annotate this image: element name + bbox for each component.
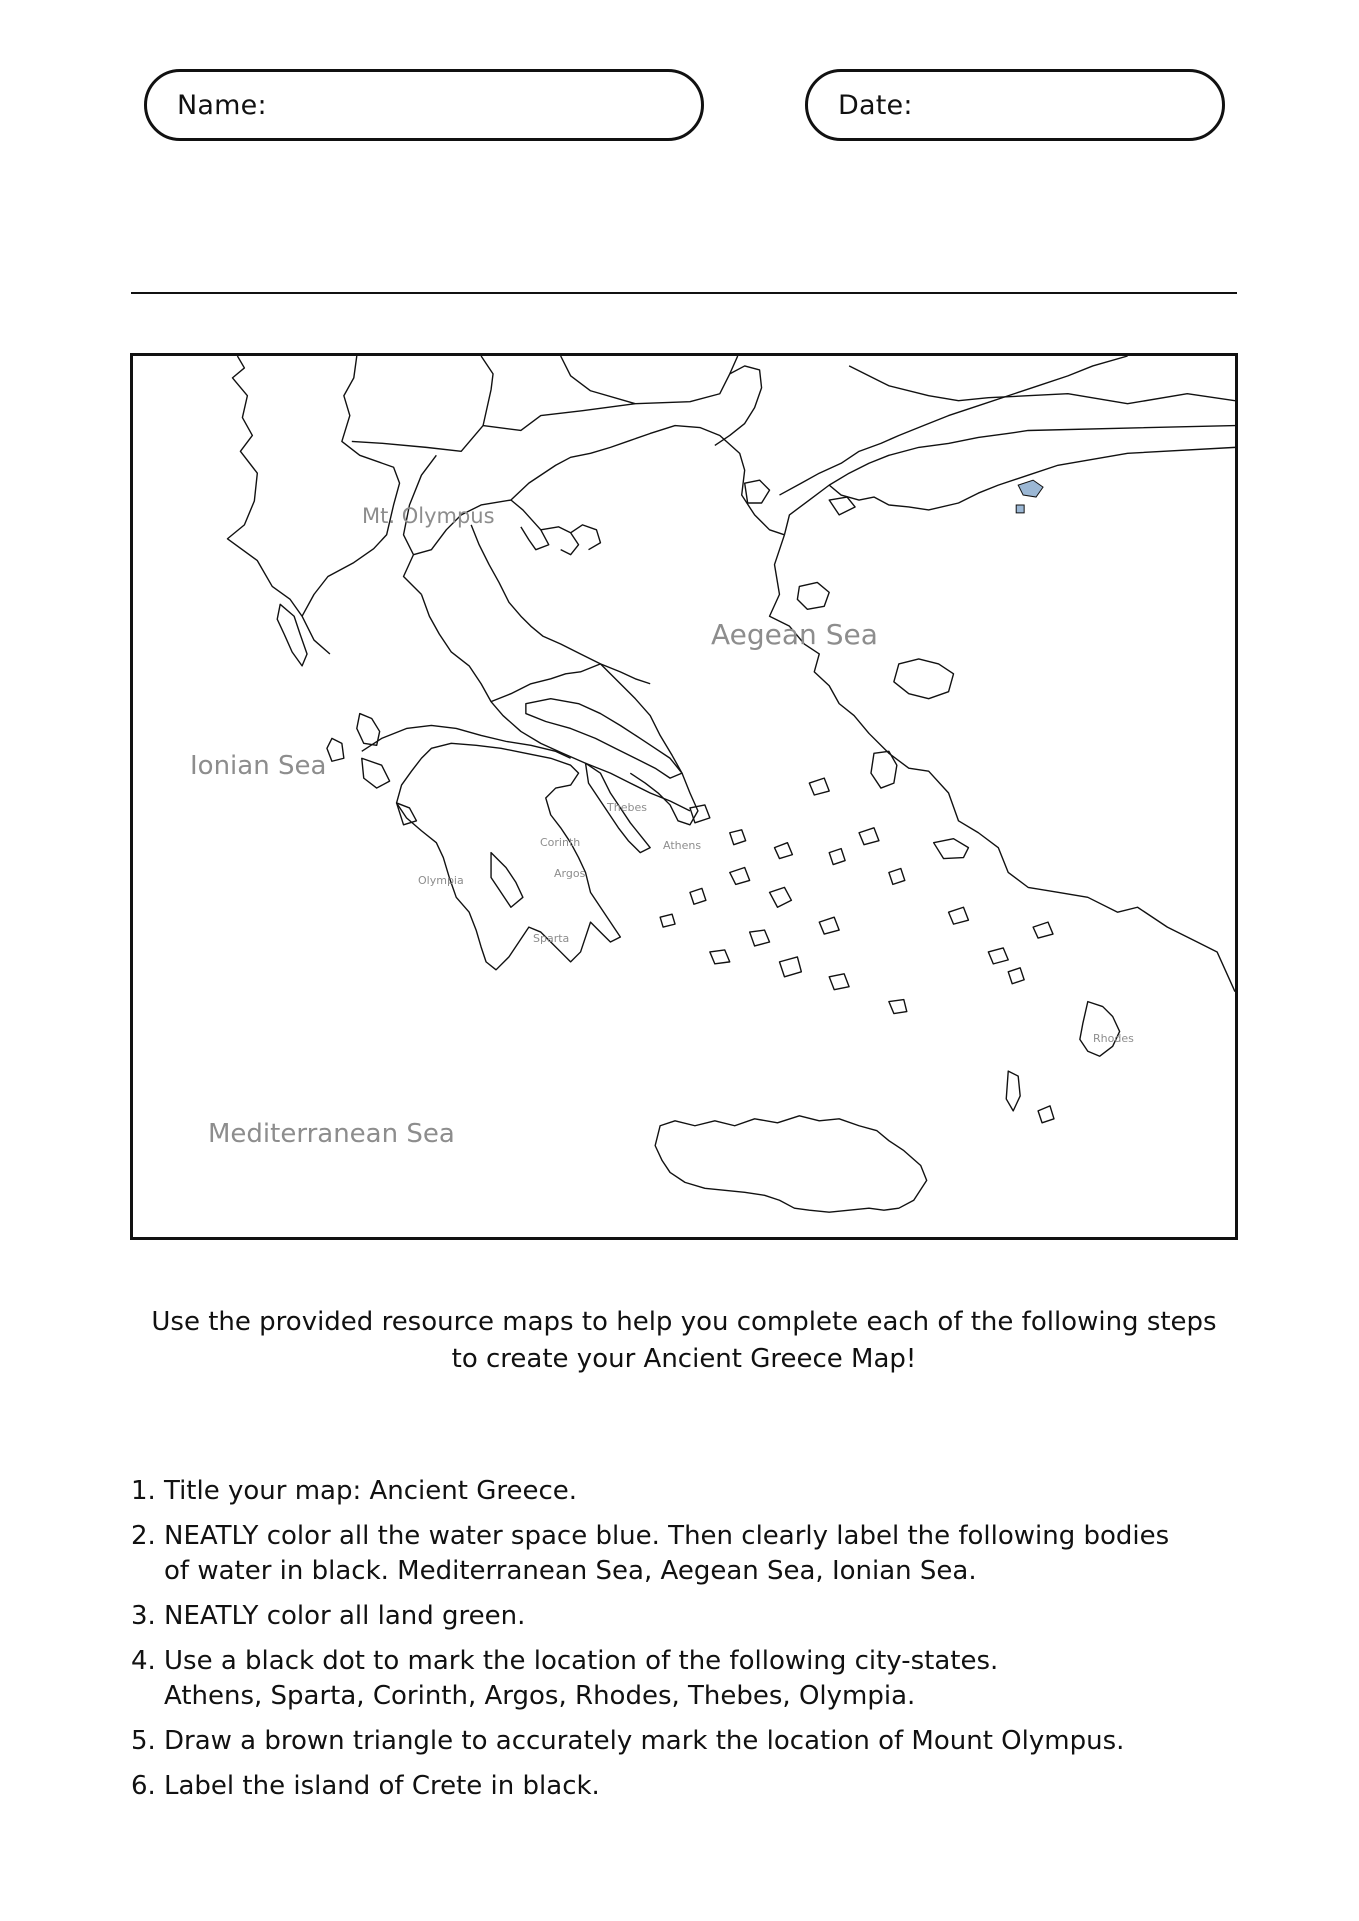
step-number: 1. <box>131 1476 156 1506</box>
label-athens: Athens <box>663 839 702 852</box>
step-text: Draw a brown triangle to accurately mark the location of Mount Olympus. <box>164 1726 1125 1756</box>
step-text-continued: Athens, Sparta, Corinth, Argos, Rhodes, Thebes, Olympia. <box>164 1681 916 1711</box>
intro-line-1: Use the provided resource maps to help you complete each of the following steps <box>151 1307 1217 1337</box>
step-text: Label the island of Crete in black. <box>164 1771 600 1801</box>
instructions-intro <box>120 1304 1248 1378</box>
steps-list <box>131 1474 1241 1814</box>
label-olympia: Olympia <box>418 874 464 887</box>
step-number: 4. <box>131 1646 156 1676</box>
step-item <box>131 1724 1241 1759</box>
label-rhodes: Rhodes <box>1093 1032 1134 1045</box>
step-item <box>131 1769 1241 1804</box>
step-item <box>131 1599 1241 1634</box>
step-number: 3. <box>131 1601 156 1631</box>
label-aegean-sea: Aegean Sea <box>711 618 878 651</box>
name-label: Name: <box>177 89 267 121</box>
date-field[interactable] <box>805 69 1225 141</box>
label-mt-olympus: Mt. Olympus <box>362 504 495 528</box>
step-number: 5. <box>131 1726 156 1756</box>
step-number: 2. <box>131 1521 156 1551</box>
label-mediterranean-sea: Mediterranean Sea <box>208 1119 455 1149</box>
step-item <box>131 1474 1241 1509</box>
step-number: 6. <box>131 1771 156 1801</box>
label-sparta: Sparta <box>533 932 570 945</box>
step-item <box>131 1644 1241 1714</box>
label-ionian-sea: Ionian Sea <box>190 751 327 781</box>
greece-outline-map <box>130 353 1238 1240</box>
step-text: Use a black dot to mark the location of the following city-states. <box>164 1646 999 1676</box>
date-label: Date: <box>838 89 913 121</box>
label-thebes: Thebes <box>607 801 647 814</box>
step-text: Title your map: Ancient Greece. <box>164 1476 578 1506</box>
step-text-continued: of water in black. Mediterranean Sea, Aegean Sea, Ionian Sea. <box>164 1556 977 1586</box>
intro-line-2: to create your Ancient Greece Map! <box>451 1344 917 1374</box>
step-item <box>131 1519 1241 1589</box>
label-corinth: Corinth <box>540 836 581 849</box>
label-argos: Argos <box>554 867 586 880</box>
map-outline-drawing <box>133 356 1235 1237</box>
step-text: NEATLY color all land green. <box>164 1601 526 1631</box>
step-text: NEATLY color all the water space blue. Then clearly label the following bodies <box>164 1521 1170 1551</box>
map-title-line[interactable] <box>131 292 1237 294</box>
name-field[interactable] <box>144 69 704 141</box>
